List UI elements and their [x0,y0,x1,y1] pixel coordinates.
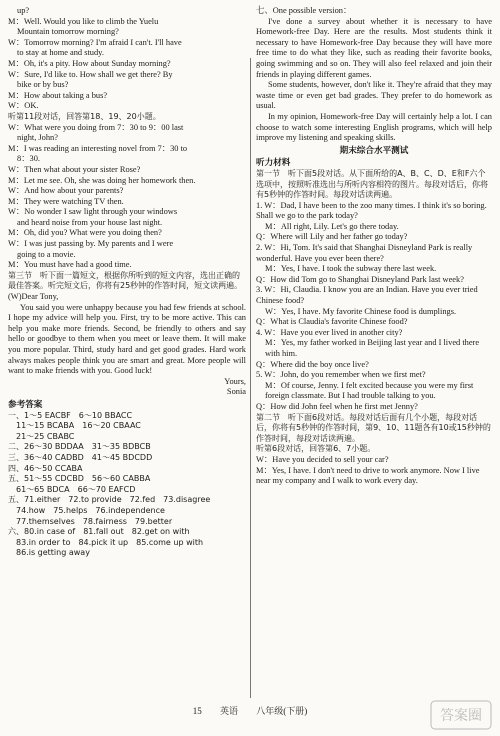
answer-line: 61～65 BDCA 66～70 EAFCD [8,484,136,494]
transcript-line: M：Yes, I have. I took the subway there last week. [265,264,437,274]
page-number: 15 [192,706,202,716]
transcript-line: W：Sure, I'd like to. How shall we get there? By [8,69,173,79]
transcript-line: W：No wonder I saw light through your windows [8,207,178,217]
transcript-line: 听第11段对话，回答第18、19、20小题。 [8,111,161,121]
transcript-line: W：OK. [8,101,39,111]
answer-line: 74.how 75.helps 76.independence [8,505,165,515]
answer-key [8,411,246,559]
transcript-line: 第二节 听下面6段对话。每段对话后面有几个小题，每段对话后，你将有5秒钟的作答时间，第9、10、11题各有10或15秒钟的作答时间，每段对话读两遍。 [256,412,491,443]
essay-paragraph: 七、One possible version： [256,6,352,15]
answer-line: 六、80.in case of 81.fall out 82.get on with [8,527,190,537]
essay-paragraph: I've done a survey about whether it is necessary to have Homework-free Day. Here are the results. Most students think it necessary to have Homework-free Day because they will have more free time to do what they like, such as reading their favorite books, going swimming and so on. They will also feel relaxed and join their friends in playing different games. [256,16,492,79]
transcript-line: Q：Where will Lily and her father go today? [256,232,408,242]
answer-line: 五、71.either 72.to provide 72.fed 73.disagree [8,495,211,505]
transcript-line: Q：How did Tom go to Shanghai Disneyland Park last week? [256,274,464,284]
answer-line: 三、36～40 CADBD 41～45 BDCDD [8,452,153,462]
listening-heading: 听力材料 [256,158,291,169]
transcript-line: Q：What is Claudia's favorite Chinese food? [256,317,408,327]
transcript-line: 第一节 听下面5段对话。从下面所给的A、B、C、D、E和F六个选项中，按照听准选出与所听内容相符的图片。每段对话后，你将有5秒钟的作答时间。每段对话读两遍。 [256,168,488,200]
transcript-line: W：And how about your parents? [8,186,124,196]
transcript-line: Sonia [226,387,246,397]
watermark-text: 答案圈 [440,708,482,724]
transcript-line: M：How about taking a bus? [8,90,108,100]
transcript-line: M：I was reading an interesting novel from 7：30 to [8,143,188,153]
answers-heading: 参考答案 [8,399,43,410]
watermark-logo [430,700,492,730]
transcript-line: M：Let me see. Oh, she was doing her homework then. [8,175,196,185]
transcript-line: M：Yes, my father worked in Beijing last year and I lived there with him. [265,338,480,358]
transcript-line: W：Have you decided to sell your car? [256,454,389,464]
transcript-line: M：Oh, it's a pity. How about Sunday morning? [8,58,171,68]
transcript-line: W：What were you doing from 7：30 to 9：00 last [8,122,184,132]
transcript-line: M：Of course, Jenny. I felt excited because you were my first foreign classmate. But I had trouble talking to you. [265,380,474,401]
right-column [256,6,492,487]
transcript-line: 5. W：John, do you remember when we first met? [256,370,426,380]
transcript-line: night, John? [17,133,58,143]
answer-line: 五、51～55 CDCBD 56～60 CABBA [8,474,151,484]
transcript-line: M：Yes, I have. I don't need to drive to work anymore. Now I live near my company and I walk to work every day. [256,465,480,486]
grade-label: 八年级(下册) [256,706,308,716]
transcript-line: M：They were watching TV then. [8,196,124,206]
answer-line: 11～15 BCABA 16～20 CBAAC [8,421,141,431]
transcript-line: 听第6段对话，回答第6、7小题。 [256,444,376,454]
listening-transcript-right [256,169,492,487]
transcript-line: M：Oh, did you? What were you doing then? [8,228,162,238]
transcript-line: bike or by bus? [17,80,69,90]
transcript-line: going to a movie. [17,249,76,259]
left-column [8,6,246,559]
transcript-line: 1. W：Dad, I have been to the zoo many times. I think it's so boring. Shall we go to the park today? [256,200,487,221]
writing-sample [256,6,492,144]
transcript-line: Mountain tomorrow morning? [17,27,119,37]
transcript-line: and heard noise from your house last night. [17,217,163,227]
column-divider [250,58,251,698]
answer-line: 四、46～50 CCABA [8,463,83,473]
transcript-line: Q：Where did the boy once live? [256,359,369,369]
page-footer [0,704,500,717]
transcript-line: M：All right, Lily. Let's go there today. [265,221,399,231]
transcript-line: M：Well. Would you like to climb the Yuelu [8,16,159,26]
test-title: 期末综合水平测试 [339,145,409,156]
transcript-line: 8：30. [17,154,41,164]
transcript-line: You said you were unhappy because you had few friends at school. I hope my advice will help you. First, try to be more active. This can help you make more friends. Second, be friendly to others and say hello or goodbye to them when you meet or leave them. It will make you more popular. Third, study hard and get good grades. Hard work always makes people think you are smart and great. More people will want to make friends with you. Good luck! [8,302,246,376]
transcript-line: W：Yes, I have. My favorite Chinese food is dumplings. [265,306,457,316]
subject-label: 英语 [219,706,238,716]
transcript-line: 第三节 听下面一篇短文，根据你所听到的短文内容，选出正确的最佳答案。听完短文后，你将有25秒钟的作答时间，短文读两遍。 [8,270,243,291]
answer-line: 二、26～30 BDDAA 31～35 BDBCB [8,442,151,452]
answer-line: 86.is getting away [8,548,90,558]
answer-line: 21～25 CBABC [8,431,75,441]
transcript-line: W：Tomorrow morning? I'm afraid I can't. I'll have [8,37,182,47]
answer-line: 一、1～5 EACBF 6～10 BBACC [8,410,133,420]
transcript-line: 4. W：Have you ever lived in another city? [256,327,403,337]
transcript-line: to stay at home and study. [17,48,104,58]
transcript-line: up? [17,6,30,15]
transcript-line: W：Then what about your sister Rose? [8,164,141,174]
listening-transcript-left [8,6,246,398]
transcript-line: M：You must have had a good time. [8,260,132,270]
transcript-line: (W)Dear Tony, [8,292,59,302]
transcript-line: W：I was just passing by. My parents and I were [8,239,174,249]
transcript-line: 2. W：Hi, Tom. It's said that Shanghai Disneyland Park is really wonderful. Have you ever been there? [256,243,473,263]
transcript-line: 3. W：Hi, Claudia. I know you are an Indian. Have you ever tried Chinese food? [256,285,478,306]
essay-paragraph: In my opinion, Homework-free Day will certainly help a lot. I can choose to watch some interesting English programs, which will help improve my listening and speaking skills. [256,111,492,143]
answer-line: 83.in order to 84.pick it up 85.come up with [8,537,204,547]
essay-paragraph: Some students, however, don't like it. They're afraid that they may waste time or even get bad grades. They prefer to do homework as usual. [256,80,492,111]
transcript-line: Q：How did John feel when he first met Jenny? [256,401,418,411]
transcript-line: Yours, [224,376,246,386]
answer-line: 77.themselves 78.fairness 79.better [8,516,173,526]
